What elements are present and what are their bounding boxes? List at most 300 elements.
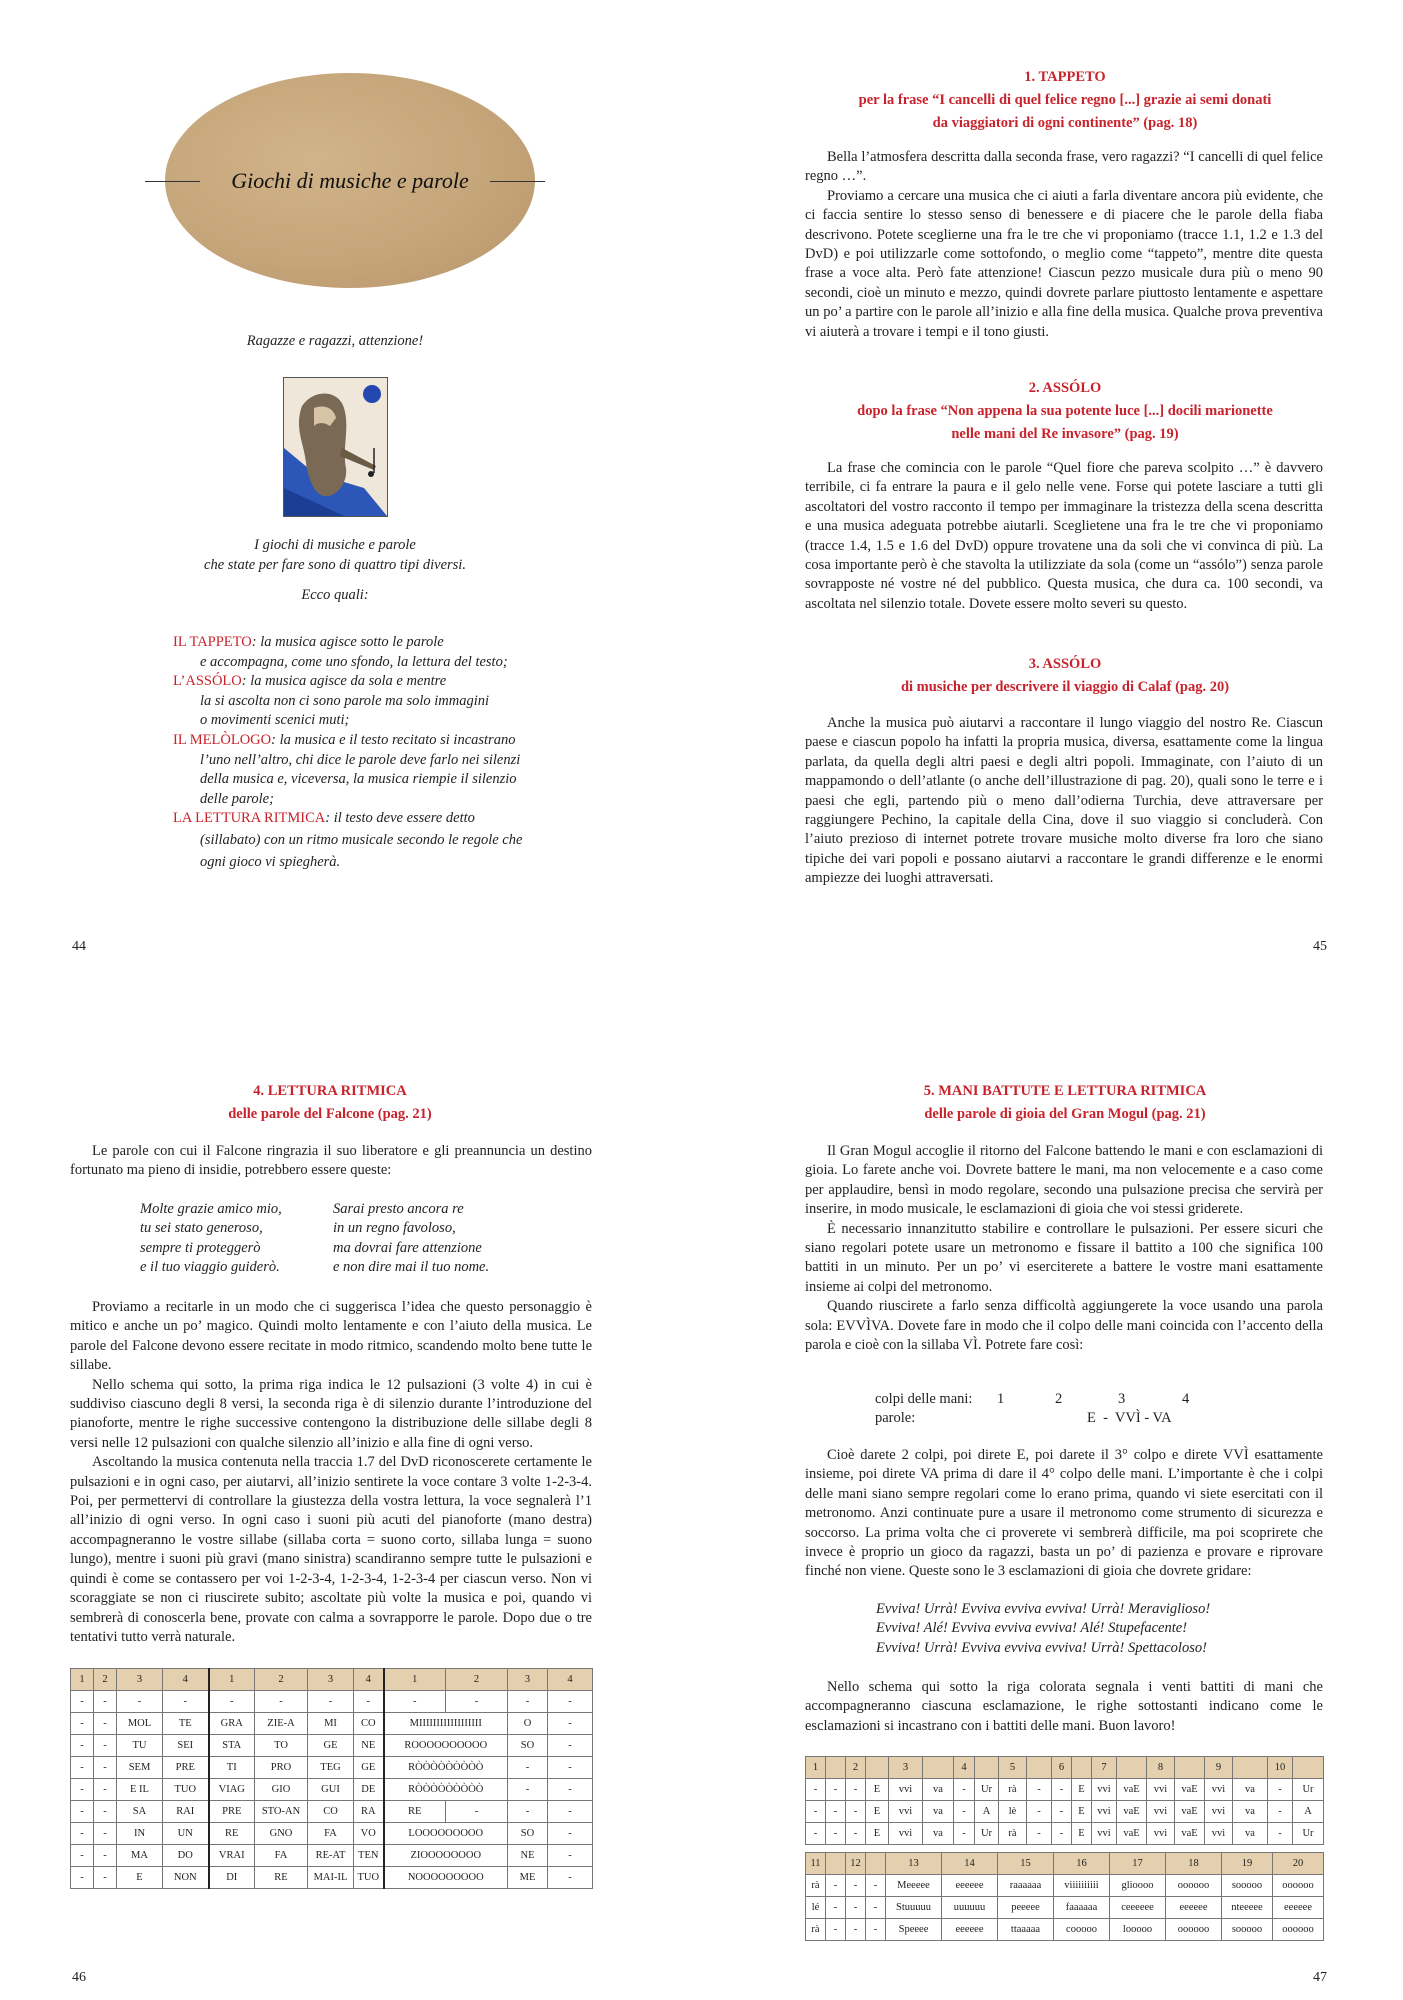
table-cell: STA [209,1735,255,1757]
table-cell: - [846,1779,866,1801]
colpi-label: colpi delle mani: [875,1391,973,1407]
table-cell: SEI [163,1735,209,1757]
list-text: o movimenti scenici muti; [200,712,350,729]
paragraph: Proviamo a cercare una musica che ci aiuti a farla diventare ancora più evidente, che ci faccia sentire lo stesso senso di benessere e di piacere che le parole della fiaba descrivono. Potete sceglierne una fra le tre che vi proponiamo (tracce 1.1, 1.2 e 1.3 del DvD) e poi utilizzarle come sottofondo, o meglio come “tappeto”, mentre dite questa frase a voce alta. Però fate attenzione! Ciascun pezzo musicale dura più o meno 90 secondi, cioè un minuto e mezzo, quindi dovrete parlare piuttosto lentamente e aspettare un po’ a partire con le parole all’inizio e alla fine della musica. Qualche prova preventiva vi aiuterà a trovare i tempi e il tono giusti. [805,187,1323,340]
table-cell [826,1757,846,1779]
table-row [71,1823,593,1845]
table-cell: va [923,1779,954,1801]
table-cell: Ur [1293,1779,1324,1801]
poem-left [140,1200,340,1278]
table-cell: rà [806,1919,826,1941]
table-cell: - [71,1735,94,1757]
list-text: della musica e, viceversa, la musica riempie il silenzio [200,771,517,788]
table-cell: MAI-IL [308,1867,354,1889]
table-cell: Ur [975,1823,999,1845]
table-cell: FA [308,1823,354,1845]
table-cell: 15 [998,1853,1054,1875]
table-cell: SA [117,1801,163,1823]
table-cell: MA [117,1845,163,1867]
table-cell: Speeee [886,1919,942,1941]
table-cell: 1 [384,1669,446,1691]
section-3-sub: di musiche per descrivere il viaggio di Calaf (pag. 20) [900,679,1230,695]
table-cell: - [71,1845,94,1867]
table-cell: vvi [1205,1801,1233,1823]
table-cell: - [1027,1779,1052,1801]
list-text: delle parole; [200,790,274,807]
intro-text [160,536,510,606]
table-cell: 11 [806,1853,826,1875]
parole-value: E - VVÌ - VA [1087,1410,1172,1426]
list-text: ogni gioco vi spiegherà. [200,853,341,870]
list-key: LA LETTURA RITMICA [173,810,326,827]
table-cell: - [71,1801,94,1823]
table-cell: DI [209,1867,255,1889]
table-cell: - [94,1867,117,1889]
list-text: : la musica agisce da sola e mentre [241,673,447,690]
table-cell: - [866,1897,886,1919]
table-row [806,1897,1324,1919]
table-cell: 4 [163,1669,209,1691]
table-cell: ceeeeee [1110,1897,1166,1919]
table-cell: - [826,1897,846,1919]
table-cell: - [446,1691,508,1713]
table-cell: 20 [1273,1853,1324,1875]
table-cell: ZIE-A [255,1713,308,1735]
table-cell: - [94,1823,117,1845]
table-cell: va [923,1823,954,1845]
table-cell: - [548,1779,593,1801]
table-cell: 1 [209,1669,255,1691]
table-cell [866,1757,889,1779]
paragraph: Nello schema qui sotto, la prima riga indica le 12 pulsazioni (3 volte 4) in cui è suddiviso ciascuno degli 8 versi, la seconda riga è di silenzio durante l’introduzione del pianoforte, mentre le righe successive contengono la distribuzione delle sillabe degli 8 versi nelle 12 pulsazioni con qualche silenzio all’inizio e alla fine di ogni verso. [70,1376,592,1451]
table-cell: rà [806,1875,826,1897]
table-cell: - [548,1845,593,1867]
table-cell: A [975,1801,999,1823]
table-cell: RÒÒÒÒÒÒÒÒÒ [384,1779,508,1801]
table-cell: MI [308,1713,354,1735]
table-cell: vvi [1147,1801,1175,1823]
table-cell: - [163,1691,209,1713]
beat-number: 3 [1118,1391,1126,1407]
table-cell [1175,1757,1205,1779]
beat-number: 2 [1055,1391,1063,1407]
table-cell: NON [163,1867,209,1889]
section-4-heading [70,1080,590,1126]
intro-line-2: che state per fare sono di quattro tipi diversi. [204,556,466,573]
table-cell: RE [209,1823,255,1845]
table-cell: vvi [1205,1779,1233,1801]
paragraph: Proviamo a recitarle in un modo che ci suggerisca l’idea che questo personaggio è mitico e anche un po’ magico. Quindi molto lentamente e con l’aiuto della musica. Le parole del Falcone devono essere recitate in modo ritmico, scandendo molto bene tutte le sillabe. [70,1299,592,1374]
table-cell: vvi [889,1801,923,1823]
intro-line-3: Ecco quali: [301,587,369,604]
table-cell: - [826,1919,846,1941]
table-cell: UN [163,1823,209,1845]
section-4-sub: delle parole del Falcone (pag. 21) [228,1106,432,1122]
table-cell: E IL [117,1779,163,1801]
table-row [71,1801,593,1823]
list-item [173,809,573,829]
table-cell: - [548,1691,593,1713]
table-cell: Stuuuuu [886,1897,942,1919]
table-cell: TUO [163,1779,209,1801]
subtitle: Ragazze e ragazzi, attenzione! [246,333,424,349]
table-cell: PRO [255,1757,308,1779]
table-cell: oooooo [1166,1919,1222,1941]
table-cell: - [1027,1801,1052,1823]
section-5-body-3 [805,1678,1323,1736]
table-cell: VIAG [209,1779,255,1801]
table-cell: - [508,1801,548,1823]
table-cell: RE-AT [308,1845,354,1867]
table-cell: - [954,1801,975,1823]
table-cell: - [508,1757,548,1779]
table-cell: lé [806,1897,826,1919]
table-cell: - [826,1875,846,1897]
table-cell: - [94,1735,117,1757]
section-4-title: 4. LETTURA RITMICA [253,1083,407,1099]
table-cell: NE [508,1845,548,1867]
table-cell: 19 [1222,1853,1273,1875]
table-cell: 1 [806,1757,826,1779]
table-cell: - [826,1801,846,1823]
section-5-body-2 [805,1446,1323,1582]
page-number-47: 47 [1313,1970,1327,1985]
table-cell: E [1072,1779,1092,1801]
table-cell: raaaaaa [998,1875,1054,1897]
table-cell: NOOOOOOOOO [384,1867,508,1889]
table-cell: - [1268,1823,1293,1845]
table-cell: 9 [1205,1757,1233,1779]
table-cell: GE [354,1757,384,1779]
table-cell: vaE [1117,1779,1147,1801]
table-cell: vaE [1175,1779,1205,1801]
section-5-title: 5. MANI BATTUTE E LETTURA RITMICA [923,1083,1207,1099]
section-3-heading [805,653,1325,699]
table-cell: E [1072,1823,1092,1845]
poem-line: e non dire mai il tuo nome. [333,1259,490,1276]
table-cell: 14 [942,1853,998,1875]
section-2-title: 2. ASSÓLO [1028,380,1102,396]
table-cell: - [866,1919,886,1941]
shout-line: Evviva! Urrà! Evviva evviva evviva! Urrà! Spettacoloso! [876,1639,1207,1656]
page-number-45: 45 [1313,939,1327,954]
table-cell: vaE [1175,1823,1205,1845]
poem-line: tu sei stato generoso, [140,1220,263,1237]
shouts [876,1600,1316,1658]
table-cell: 8 [1147,1757,1175,1779]
intro-line-1: I giochi di musiche e parole [254,537,416,553]
table-cell: - [94,1757,117,1779]
table-cell: 10 [1268,1757,1293,1779]
falcon-illustration [283,377,388,517]
table-cell: FA [255,1845,308,1867]
table-cell: eeeeee [1273,1897,1324,1919]
section-2-body [805,459,1323,614]
table-row [71,1779,593,1801]
mani-table-1 [805,1756,1324,1845]
table-cell: GNO [255,1823,308,1845]
table-cell: - [94,1801,117,1823]
table-cell: E [117,1867,163,1889]
table-cell: va [1233,1823,1268,1845]
table-cell: uuuuuu [942,1897,998,1919]
table-cell: 4 [548,1669,593,1691]
table-cell: - [71,1867,94,1889]
table-cell: - [71,1779,94,1801]
list-text: la si ascolta non ci sono parole ma solo immagini [200,692,490,709]
table-cell: oooooo [1273,1919,1324,1941]
table-cell: - [94,1779,117,1801]
table-header-row [71,1669,593,1691]
beat-number: 1 [997,1391,1005,1407]
section-2-heading [805,377,1325,446]
paragraph: Nello schema qui sotto la riga colorata segnala i venti battiti di mani che accompagneranno ciascuna esclamazione, le righe sottostanti indicano come le esclamazioni si incastrano con i battiti delle mani. Buon lavoro! [805,1679,1323,1734]
table-cell: - [954,1779,975,1801]
table-cell: 2 [846,1757,866,1779]
table-cell: MIIIIIIIIIIIIIIIIII [384,1713,508,1735]
table-cell: rà [999,1823,1027,1845]
table-cell: vaE [1117,1801,1147,1823]
table-cell: faaaaaa [1054,1897,1110,1919]
section-1-sub: per la frase “I cancelli di quel felice regno [...] grazie ai semi donati [858,92,1272,108]
section-3-title: 3. ASSÓLO [1028,656,1102,672]
table-cell: - [71,1691,94,1713]
table-cell: TUO [354,1867,384,1889]
paragraph: Il Gran Mogul accoglie il ritorno del Falcone battendo le mani e con esclamazioni di gioia. Lo farete anche voi. Dovrete battere le mani, ma non velocemente e a caso come per applaudire, bensì in modo regolare, secondo una pulsazione precisa che servirà per inserire, in modo musicale, le esclamazioni di gioia che voi stessi griderete. [805,1143,1323,1218]
shout-line: Evviva! Urrà! Evviva evviva evviva! Urrà! Meraviglioso! [876,1601,1211,1617]
table-cell: 4 [354,1669,384,1691]
list-key: IL MELÒLOGO [173,731,272,748]
table-cell: - [1052,1801,1072,1823]
table-cell: 2 [255,1669,308,1691]
table-cell: RE [384,1801,446,1823]
table-cell: vvi [889,1823,923,1845]
table-cell: - [94,1845,117,1867]
table-cell: - [209,1691,255,1713]
table-cell: - [846,1919,866,1941]
table-row [71,1867,593,1889]
table-cell: - [806,1823,826,1845]
table-row [71,1845,593,1867]
table-row [806,1801,1324,1823]
table-cell: MOL [117,1713,163,1735]
table-row [71,1691,593,1713]
table-cell: - [1052,1823,1072,1845]
poem-line: sempre ti proteggerò [140,1239,261,1256]
table-cell: NE [354,1735,384,1757]
table-cell: Ur [975,1779,999,1801]
table-cell: va [1233,1801,1268,1823]
list-item [173,672,573,692]
table-row [806,1919,1324,1941]
table-cell: E [866,1779,889,1801]
table-cell: SEM [117,1757,163,1779]
table-cell: 7 [1092,1757,1117,1779]
section-3-body [805,714,1323,889]
poem-line: Molte grazie amico mio, [140,1201,282,1217]
table-cell: vaE [1117,1823,1147,1845]
table-cell: TEG [308,1757,354,1779]
table-cell: - [548,1867,593,1889]
table-cell [1072,1757,1092,1779]
list-text: : il testo deve essere detto [325,810,475,827]
table-row [71,1757,593,1779]
table-cell: eeeeee [942,1875,998,1897]
table-cell: - [548,1757,593,1779]
table-cell: RE [255,1867,308,1889]
table-cell: - [1052,1779,1072,1801]
table-cell: vvi [1092,1801,1117,1823]
table-cell: va [923,1801,954,1823]
table-row [71,1713,593,1735]
table-cell: - [846,1897,866,1919]
table-cell: 17 [1110,1853,1166,1875]
table-cell: 3 [117,1669,163,1691]
section-1-sub: da viaggiatori di ogni continente” (pag. 18) [932,115,1198,131]
table-cell: RA [354,1801,384,1823]
poem-line: Sarai presto ancora re [333,1201,464,1217]
section-4-intro [70,1142,592,1181]
section-1-title: 1. TAPPETO [1024,69,1106,85]
section-1-heading [805,66,1325,135]
table-cell: STO-AN [255,1801,308,1823]
table-cell: VO [354,1823,384,1845]
table-cell: Meeeee [886,1875,942,1897]
section-4-body [70,1298,592,1647]
table-cell: rà [999,1779,1027,1801]
table-cell: 6 [1052,1757,1072,1779]
table-cell: LOOOOOOOOO [384,1823,508,1845]
table-cell: peeeee [998,1897,1054,1919]
table-cell: RÒÒÒÒÒÒÒÒÒ [384,1757,508,1779]
table-cell: GIO [255,1779,308,1801]
table-header-row [806,1757,1324,1779]
beat-number: 4 [1182,1391,1190,1407]
table-cell: GRA [209,1713,255,1735]
shout-line: Evviva! Alé! Evviva evviva evviva! Alé! Stupefacente! [876,1620,1188,1637]
table-cell: - [548,1823,593,1845]
table-cell: - [308,1691,354,1713]
table-cell: vvi [889,1779,923,1801]
table-cell: - [71,1757,94,1779]
table-cell: 12 [846,1853,866,1875]
table-cell: 2 [446,1669,508,1691]
table-cell [1027,1757,1052,1779]
table-cell: Ur [1293,1823,1324,1845]
list-text: l’uno nell’altro, chi dice le parole deve farlo nei silenzi [200,751,521,768]
table-cell: vvi [1205,1823,1233,1845]
table-cell: GUI [308,1779,354,1801]
table-cell: - [954,1823,975,1845]
table-cell: nteeeee [1222,1897,1273,1919]
table-cell: 18 [1166,1853,1222,1875]
table-cell: VRAI [209,1845,255,1867]
table-cell [923,1757,954,1779]
table-cell: vaE [1175,1801,1205,1823]
table-cell: oooooo [1166,1875,1222,1897]
table-cell: SO [508,1823,548,1845]
list-item [173,731,573,751]
table-cell: - [806,1801,826,1823]
table-cell: RAI [163,1801,209,1823]
table-cell: oooooo [1273,1875,1324,1897]
table-cell: lè [999,1801,1027,1823]
table-cell: va [1233,1779,1268,1801]
table-cell: ME [508,1867,548,1889]
table-cell: - [446,1801,508,1823]
table-cell: 2 [94,1669,117,1691]
table-cell: CO [354,1713,384,1735]
poem-line: e il tuo viaggio guiderò. [140,1259,280,1276]
page-title: Giochi di musiche e parole [231,168,469,193]
table-row [806,1823,1324,1845]
table-row [806,1779,1324,1801]
table-cell: 16 [1054,1853,1110,1875]
table-cell: 3 [889,1757,923,1779]
table-cell: PRE [209,1801,255,1823]
list-key: IL TAPPETO [173,634,252,650]
table-cell [1117,1757,1147,1779]
paragraph: La frase che comincia con le parole “Quel fiore che pareva scolpito …” è davvero terribile, ci fa entrare la paura e il gelo nelle vene. Forse qui potete lasciare a tutti gli ascoltatori del vostro racconto il tempo per immaginare la tristezza della scena descritta e una musica adeguata potrebbe aiutarli. Sceglietene una fra le tre che vi proponiamo (tracce 1.4, 1.5 e 1.6 del DvD) oppure trovatene una da soli che vi convinca di più. La cosa importante però è che stavolta la utilizziate da sola (come un “assólo”) senza parole sovrapposte né vostre né del pubblico. Questa musica, che dura ca. 100 secondi, va ascoltata nel silenzio totale. Dovete essere molto severi su questo. [805,460,1323,612]
table-cell [1233,1757,1268,1779]
poem-line: ma dovrai fare attenzione [333,1239,482,1256]
table-cell: SO [508,1735,548,1757]
list-text: (sillabato) con un ritmo musicale secondo le regole che [200,831,523,848]
table-cell: - [548,1801,593,1823]
table-cell: - [826,1823,846,1845]
table-cell: - [846,1875,866,1897]
table-row [71,1735,593,1757]
page-number-46: 46 [72,1970,86,1985]
table-cell: O [508,1713,548,1735]
table-cell: 3 [508,1669,548,1691]
table-cell: - [508,1691,548,1713]
table-cell: - [71,1823,94,1845]
table-cell: TE [163,1713,209,1735]
section-2-sub: nelle mani del Re invasore” (pag. 19) [951,426,1179,442]
page-number-44: 44 [72,939,86,954]
table-row [806,1875,1324,1897]
paragraph: Bella l’atmosfera descritta dalla seconda frase, vero ragazzi? “I cancelli di quel felice regno …”. [805,149,1323,185]
table-cell: 5 [999,1757,1027,1779]
table-cell: - [117,1691,163,1713]
list-text: : la musica agisce sotto le parole [251,634,444,650]
table-cell: DE [354,1779,384,1801]
list-item [173,633,573,653]
parole-label: parole: [875,1410,916,1426]
section-5-sub: delle parole di gioia del Gran Mogul (pag. 21) [924,1106,1206,1122]
table-cell: GE [308,1735,354,1757]
table-cell: TI [209,1757,255,1779]
table-cell: eeeeee [1166,1897,1222,1919]
paragraph: Ascoltando la musica contenuta nella traccia 1.7 del DvD riconoscerete certamente le pulsazioni e in ogni caso, per aiutarvi, all’inizio sentirete la voce contare 3 volte 1-2-3-4. Poi, per permettervi di controllare la giustezza della vostra lettura, la voce segnalerà l’1 all’inizio di ogni verso. In ogni caso i suoni più acuti del pianoforte (mano destra) accompagneranno le vostre sillabe (sillaba corta = suono corto, sillaba lunga = suono lungo), mentre i suoni più gravi (mano sinistra) scandiranno sempre tutte le pulsazioni e quindi è come se contassero per voi 1-2-3-4, 1-2-3-4, 1-2-3-4 per ciascun verso. Non vi scoraggiate se non ci riuscirete subito; ascoltate più volte la musica e poi, quando vi sembrerà di conoscerla bene, provate con calma a sovrapporre le parole. Dopo due o tre tentativi tutto verrà naturale. [70,1454,592,1645]
table-cell: - [1268,1779,1293,1801]
paragraph: Quando riuscirete a farlo senza difficoltà aggiungerete la voce usando una parola sola: EVVÌVA. Dovete fare in modo che il colpo delle mani coincida con l’accento della parola e cioè con la sillaba VÌ. Potrete fare così: [805,1298,1323,1354]
table-cell: IN [117,1823,163,1845]
table-cell: - [71,1713,94,1735]
table-cell: 13 [886,1853,942,1875]
table-cell: vvi [1092,1779,1117,1801]
table-cell [1293,1757,1324,1779]
game-types-list [173,633,573,872]
table-cell: TU [117,1735,163,1757]
table-cell: viiiiiiiiii [1054,1875,1110,1897]
table-cell: 3 [308,1669,354,1691]
table-cell: sooooo [1222,1919,1273,1941]
table-cell: E [866,1801,889,1823]
table-cell: vvi [1147,1779,1175,1801]
table-cell: - [255,1691,308,1713]
